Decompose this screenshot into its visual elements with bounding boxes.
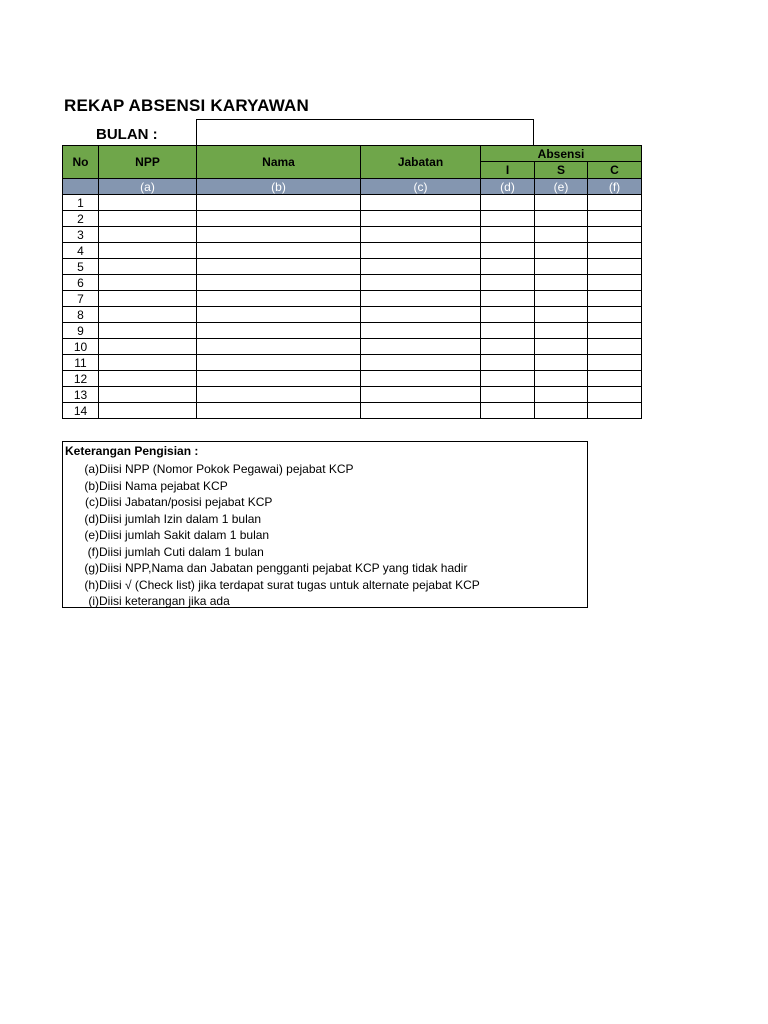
row-number: 11	[63, 355, 99, 371]
jabatan-cell[interactable]	[361, 227, 481, 243]
row-number: 2	[63, 211, 99, 227]
keterangan-text: Diisi jumlah Sakit dalam 1 bulan	[99, 528, 270, 542]
table-row	[63, 275, 642, 291]
nama-cell[interactable]	[197, 403, 361, 419]
npp-cell[interactable]	[99, 307, 197, 323]
sakit-cell[interactable]	[535, 195, 588, 211]
keterangan-key: (g)	[84, 561, 99, 575]
nama-cell[interactable]	[197, 387, 361, 403]
nama-cell[interactable]	[197, 291, 361, 307]
sakit-cell[interactable]	[535, 227, 588, 243]
keterangan-key: (h)	[84, 577, 99, 592]
nama-cell[interactable]	[197, 259, 361, 275]
keterangan-key: (i)	[88, 594, 99, 608]
sakit-cell[interactable]	[535, 307, 588, 323]
cuti-cell[interactable]	[588, 387, 642, 403]
npp-cell[interactable]	[99, 243, 197, 259]
nama-cell[interactable]	[197, 275, 361, 291]
nama-cell[interactable]	[197, 195, 361, 211]
nama-cell[interactable]	[197, 339, 361, 355]
cuti-cell[interactable]	[588, 323, 642, 339]
izin-cell[interactable]	[481, 195, 535, 211]
cuti-cell[interactable]	[588, 227, 642, 243]
row-number: 7	[63, 291, 99, 307]
header-nama: Nama	[197, 146, 361, 179]
column-letter-row	[63, 179, 642, 195]
cuti-cell[interactable]	[588, 275, 642, 291]
row-number: 9	[63, 323, 99, 339]
row-number: 3	[63, 227, 99, 243]
nama-cell[interactable]	[197, 211, 361, 227]
izin-cell[interactable]	[481, 275, 535, 291]
jabatan-cell[interactable]	[361, 339, 481, 355]
keterangan-text: Diisi NPP (Nomor Pokok Pegawai) pejabat KCP	[99, 462, 354, 476]
keterangan-item	[63, 593, 230, 610]
header-cuti: C	[588, 162, 642, 179]
page-title: REKAP ABSENSI KARYAWAN	[64, 96, 309, 115]
table-row	[63, 307, 642, 323]
sakit-cell[interactable]	[535, 355, 588, 371]
row-number: 6	[63, 275, 99, 291]
izin-cell[interactable]	[481, 227, 535, 243]
table-row	[63, 195, 642, 211]
cuti-cell[interactable]	[588, 259, 642, 275]
keterangan-text: Diisi NPP,Nama dan Jabatan pengganti pejabat KCP yang tidak hadir	[99, 561, 468, 575]
table-row	[63, 323, 642, 339]
letter-a: (a)	[99, 179, 197, 195]
sakit-cell[interactable]	[535, 291, 588, 307]
table-row	[63, 211, 642, 227]
keterangan-text: Diisi Jabatan/posisi pejabat KCP	[99, 495, 273, 509]
table-row	[63, 339, 642, 355]
sakit-cell[interactable]	[535, 211, 588, 227]
cuti-cell[interactable]	[588, 355, 642, 371]
nama-cell[interactable]	[197, 307, 361, 323]
letter-c: (c)	[361, 179, 481, 195]
letter-e: (e)	[535, 179, 588, 195]
jabatan-cell[interactable]	[361, 355, 481, 371]
row-number: 10	[63, 339, 99, 355]
table-row	[63, 355, 642, 371]
row-number: 14	[63, 403, 99, 419]
npp-cell[interactable]	[99, 355, 197, 371]
row-number: 8	[63, 307, 99, 323]
npp-cell[interactable]	[99, 291, 197, 307]
sakit-cell[interactable]	[535, 259, 588, 275]
nama-cell[interactable]	[197, 371, 361, 387]
table-row	[63, 259, 642, 275]
cuti-cell[interactable]	[588, 403, 642, 419]
header-izin: I	[481, 162, 535, 179]
nama-cell[interactable]	[197, 355, 361, 371]
jabatan-cell[interactable]	[361, 211, 481, 227]
row-number: 13	[63, 387, 99, 403]
jabatan-cell[interactable]	[361, 243, 481, 259]
nama-cell[interactable]	[197, 227, 361, 243]
npp-cell[interactable]	[99, 195, 197, 211]
letter-blank	[63, 179, 99, 195]
sakit-cell[interactable]	[535, 275, 588, 291]
jabatan-cell[interactable]	[361, 291, 481, 307]
jabatan-cell[interactable]	[361, 307, 481, 323]
keterangan-text: Diisi Nama pejabat KCP	[99, 478, 228, 493]
keterangan-key: (c)	[85, 495, 99, 509]
letter-d: (d)	[481, 179, 535, 195]
keterangan-key: (b)	[84, 478, 99, 493]
keterangan-text: Diisi jumlah Izin dalam 1 bulan	[99, 511, 262, 526]
jabatan-cell[interactable]	[361, 195, 481, 211]
cuti-cell[interactable]	[588, 243, 642, 259]
npp-cell[interactable]	[99, 211, 197, 227]
keterangan-item	[63, 511, 261, 528]
izin-cell[interactable]	[481, 355, 535, 371]
izin-cell[interactable]	[481, 323, 535, 339]
table-row	[63, 371, 642, 387]
izin-cell[interactable]	[481, 243, 535, 259]
keterangan-text: Diisi √ (Check list) jika terdapat surat tugas untuk alternate pejabat KCP	[99, 577, 480, 592]
absensi-table	[62, 145, 642, 419]
npp-cell[interactable]	[99, 275, 197, 291]
header-jabatan: Jabatan	[361, 146, 481, 179]
sakit-cell[interactable]	[535, 387, 588, 403]
row-number: 5	[63, 259, 99, 275]
header-sakit: S	[535, 162, 588, 179]
keterangan-key: (d)	[84, 511, 99, 526]
bulan-input-cell[interactable]	[196, 119, 534, 146]
row-number: 1	[63, 195, 99, 211]
keterangan-item	[63, 544, 264, 561]
cuti-cell[interactable]	[588, 291, 642, 307]
izin-cell[interactable]	[481, 259, 535, 275]
sakit-cell[interactable]	[535, 323, 588, 339]
keterangan-box	[62, 441, 588, 608]
npp-cell[interactable]	[99, 339, 197, 355]
sakit-cell[interactable]	[535, 339, 588, 355]
npp-cell[interactable]	[99, 259, 197, 275]
table-row	[63, 387, 642, 403]
sakit-cell[interactable]	[535, 403, 588, 419]
header-absensi: Absensi	[481, 146, 642, 162]
keterangan-item	[63, 560, 467, 577]
keterangan-item	[63, 577, 480, 594]
npp-cell[interactable]	[99, 403, 197, 419]
nama-cell[interactable]	[197, 243, 361, 259]
cuti-cell[interactable]	[588, 195, 642, 211]
keterangan-item	[63, 527, 269, 544]
cuti-cell[interactable]	[588, 339, 642, 355]
jabatan-cell[interactable]	[361, 323, 481, 339]
bulan-label: BULAN :	[96, 126, 158, 143]
keterangan-item	[63, 494, 272, 511]
cuti-cell[interactable]	[588, 371, 642, 387]
header-npp: NPP	[99, 146, 197, 179]
table-row	[63, 243, 642, 259]
nama-cell[interactable]	[197, 323, 361, 339]
npp-cell[interactable]	[99, 323, 197, 339]
izin-cell[interactable]	[481, 403, 535, 419]
cuti-cell[interactable]	[588, 307, 642, 323]
letter-f: (f)	[588, 179, 642, 195]
izin-cell[interactable]	[481, 211, 535, 227]
sakit-cell[interactable]	[535, 243, 588, 259]
jabatan-cell[interactable]	[361, 275, 481, 291]
izin-cell[interactable]	[481, 291, 535, 307]
npp-cell[interactable]	[99, 387, 197, 403]
row-number: 12	[63, 371, 99, 387]
jabatan-cell[interactable]	[361, 371, 481, 387]
table-row	[63, 227, 642, 243]
keterangan-key: (a)	[84, 462, 99, 476]
izin-cell[interactable]	[481, 371, 535, 387]
row-number: 4	[63, 243, 99, 259]
npp-cell[interactable]	[99, 227, 197, 243]
keterangan-text: Diisi keterangan jika ada	[99, 594, 230, 608]
jabatan-cell[interactable]	[361, 387, 481, 403]
table-row	[63, 403, 642, 419]
keterangan-item	[63, 461, 354, 478]
sakit-cell[interactable]	[535, 371, 588, 387]
keterangan-item	[63, 478, 228, 495]
izin-cell[interactable]	[481, 339, 535, 355]
cuti-cell[interactable]	[588, 211, 642, 227]
jabatan-cell[interactable]	[361, 403, 481, 419]
keterangan-title: Keterangan Pengisian :	[65, 444, 199, 458]
table-row	[63, 291, 642, 307]
izin-cell[interactable]	[481, 307, 535, 323]
npp-cell[interactable]	[99, 371, 197, 387]
keterangan-text: Diisi jumlah Cuti dalam 1 bulan	[99, 544, 264, 559]
keterangan-key: (f)	[87, 544, 99, 559]
izin-cell[interactable]	[481, 387, 535, 403]
letter-b: (b)	[197, 179, 361, 195]
jabatan-cell[interactable]	[361, 259, 481, 275]
keterangan-key: (e)	[84, 528, 99, 542]
header-no: No	[63, 146, 99, 179]
